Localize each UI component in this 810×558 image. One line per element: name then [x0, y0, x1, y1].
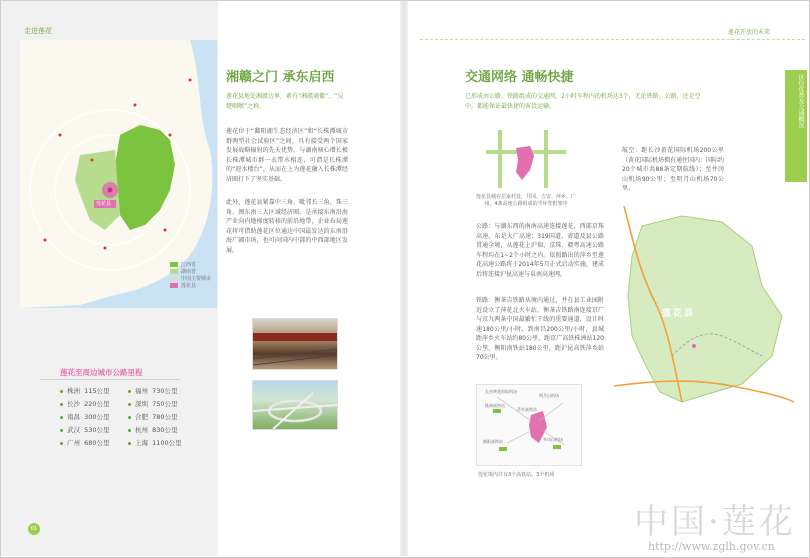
bullet-icon: [60, 390, 63, 393]
legend-swatch: [170, 262, 178, 267]
county-map-graphic: [612, 206, 794, 416]
distance-row: [128, 386, 178, 395]
sketch-label: 长沙黄花国际机场: [485, 389, 517, 394]
distance-row: [60, 425, 110, 434]
header-rule: [420, 39, 805, 40]
sketch-label: 井冈山机场: [543, 437, 563, 442]
section-title: 交通网络 通畅快捷: [465, 70, 574, 85]
city-name: 株洲: [67, 387, 80, 395]
distance-row: [60, 399, 110, 408]
city-name: 上海: [135, 439, 148, 447]
legend-label: 湖南省: [181, 269, 197, 275]
distance-row: [60, 412, 110, 421]
city-distance: 220公里: [84, 400, 110, 408]
city-distance: 730公里: [152, 387, 178, 395]
book-spine: [400, 1, 408, 556]
watermark-url[interactable]: http://www.zglh.gov.cn: [648, 540, 775, 553]
city-name: 深圳: [135, 400, 148, 408]
interchange-graphic: [253, 381, 337, 429]
city-name: 广州: [67, 439, 80, 447]
legend-item: [170, 283, 211, 290]
region-map: [20, 40, 217, 308]
side-tab-label: 区位优势及交通概况: [797, 74, 804, 128]
distance-row: [60, 438, 110, 447]
distance-table-title: 莲花至周边城市公路里程: [60, 368, 143, 377]
body-paragraph: 此外，莲花县紧靠中三角，毗邻长三角、珠三角、闽东南三大区域经济圈。是承接东南沿海产业向内地梯度转移的前沿地带，企业布局莲花将可借助莲花区位通达中国最发达的东南沿海广阔市场，也可向国内中部的中西部地区发展。: [226, 199, 348, 254]
page-number: 01: [28, 523, 40, 535]
air-paragraph: 航空：距长沙黄花国际机场200公里（黄花国际机场拥有通往国内：国际约20个城市共88条定期航线）；至井冈山机场90公里；至明月山机场70公里。: [622, 147, 725, 192]
rail-paragraph: 铁路：衡茶吉铁路从境内通过，并在县工业园附近设立了萍花北火车站，衡茶吉铁路南连接京广与京九两条中国最繁忙干线的重要通道，设计时速180公里/小时，到南昌200公里/小时，县城距萍乡火车站约80公里，距京广高铁株洲站120公里，衡阳南铁站180公里，距沪昆高铁萍乡站70公里。: [476, 297, 604, 361]
city-distance: 680公里: [84, 439, 110, 447]
city-distance: 115公里: [84, 387, 110, 395]
bullet-icon: [128, 416, 131, 419]
sketch-label: 衡阳高铁站: [483, 439, 503, 444]
county-map: [612, 206, 794, 416]
highway-sketch: [478, 130, 570, 188]
lead-text: 莲花县地处湘赣边界，素有“湘赣通衢”、“吴楚咽喉”之称。: [226, 93, 344, 110]
city-distance: 830公里: [152, 426, 178, 434]
city-distance: 530公里: [84, 426, 110, 434]
legend-swatch: [170, 269, 178, 274]
distance-row: [128, 438, 182, 447]
city-name: 长沙: [67, 400, 80, 408]
bullet-icon: [60, 429, 63, 432]
road-paragraph: 公路：与湖东西的南南高速连接莲花，西部京珠高速，东是大广高速；319国道、省道及县公路贯通全境，从莲花上沪瑞、京珠、赣粤高速公路车程均在1~2个小时之内。依照路出的萍乡至莲花高速公路将于2014年5月正式启动实施，建成后将连接沪昆高速与泉南高速网。: [476, 223, 604, 278]
city-name: 杭州: [135, 426, 148, 434]
section-title: 湘赣之门 承东启西: [226, 70, 335, 85]
station-sketch-graphic: [477, 385, 581, 465]
legend-label: 中国主要城市: [181, 276, 212, 282]
side-tab: [785, 70, 807, 182]
watermark-logo: 中国·莲花: [634, 502, 796, 542]
body-paragraph: 莲花位于“鄱阳湖生态经济区”和“长株潭城市群两型社会试验区”之间，具有接受两个国家发展战略辐射的先天优势，与湖南核心增长极长株潭城市群一衣带水相连，可谓是长株潭的“迎水楼台”，从而在上为莲花融入长株潭经济圈打下了坚实基础。: [226, 128, 348, 183]
legend-label: 莲花县: [181, 283, 197, 289]
divider: [40, 379, 180, 380]
bullet-icon: [60, 403, 63, 406]
city-name: 武汉: [67, 426, 80, 434]
right-header: 莲花开放的未来: [728, 29, 771, 36]
section-label: 走进莲花: [24, 27, 52, 35]
city-distance: 1100公里: [152, 439, 182, 447]
city-name: 南昌: [67, 413, 80, 421]
city-distance: 300公里: [84, 413, 110, 421]
legend-item: [170, 262, 211, 269]
county-map-label: 莲花县: [662, 309, 696, 319]
map-legend: [170, 262, 211, 290]
bullet-icon: [60, 416, 63, 419]
station-caption: 莲花境内共有3个高铁站、3个机场: [478, 472, 555, 478]
sketch-label: 株洲高铁站: [485, 403, 505, 408]
bullet-icon: [128, 442, 131, 445]
bullet-icon: [128, 429, 131, 432]
distance-row: [128, 399, 178, 408]
railway-photo: [252, 318, 338, 370]
city-name: 合肥: [135, 413, 148, 421]
legend-item: [170, 276, 211, 283]
sketch-label: 萍乡高铁站: [517, 407, 537, 412]
bullet-icon: [60, 442, 63, 445]
legend-item: [170, 269, 211, 276]
legend-swatch: [170, 283, 178, 288]
highway-caption: 莲花县城在岳家村处，井冈、吉安、萍乡、广州，4条高速公路组成的半环型框架中: [475, 194, 576, 207]
highway-interchange-photo: [252, 380, 338, 430]
distance-row: [60, 386, 110, 395]
railway-photo-graphic: [253, 319, 337, 369]
lead-text: 已形成由公路、铁路组成的交通网，2小时车程内的机场达3个，无论铁路、公路，还是空中，都能保证最快捷的客货运输。: [465, 93, 701, 110]
distance-row: [128, 425, 178, 434]
city-distance: 750公里: [152, 400, 178, 408]
bullet-icon: [128, 390, 131, 393]
legend-swatch: [170, 276, 178, 281]
city-distance: 780公里: [152, 413, 178, 421]
sketch-label: 明月山机场: [539, 393, 559, 398]
map-label-lianhua: 莲花县: [96, 201, 112, 207]
highway-sketch-graphic: [478, 130, 570, 188]
station-sketch: [476, 384, 582, 466]
city-name: 福州: [135, 387, 148, 395]
distance-row: [128, 412, 178, 421]
legend-label: 江西省: [181, 262, 197, 268]
bullet-icon: [128, 403, 131, 406]
